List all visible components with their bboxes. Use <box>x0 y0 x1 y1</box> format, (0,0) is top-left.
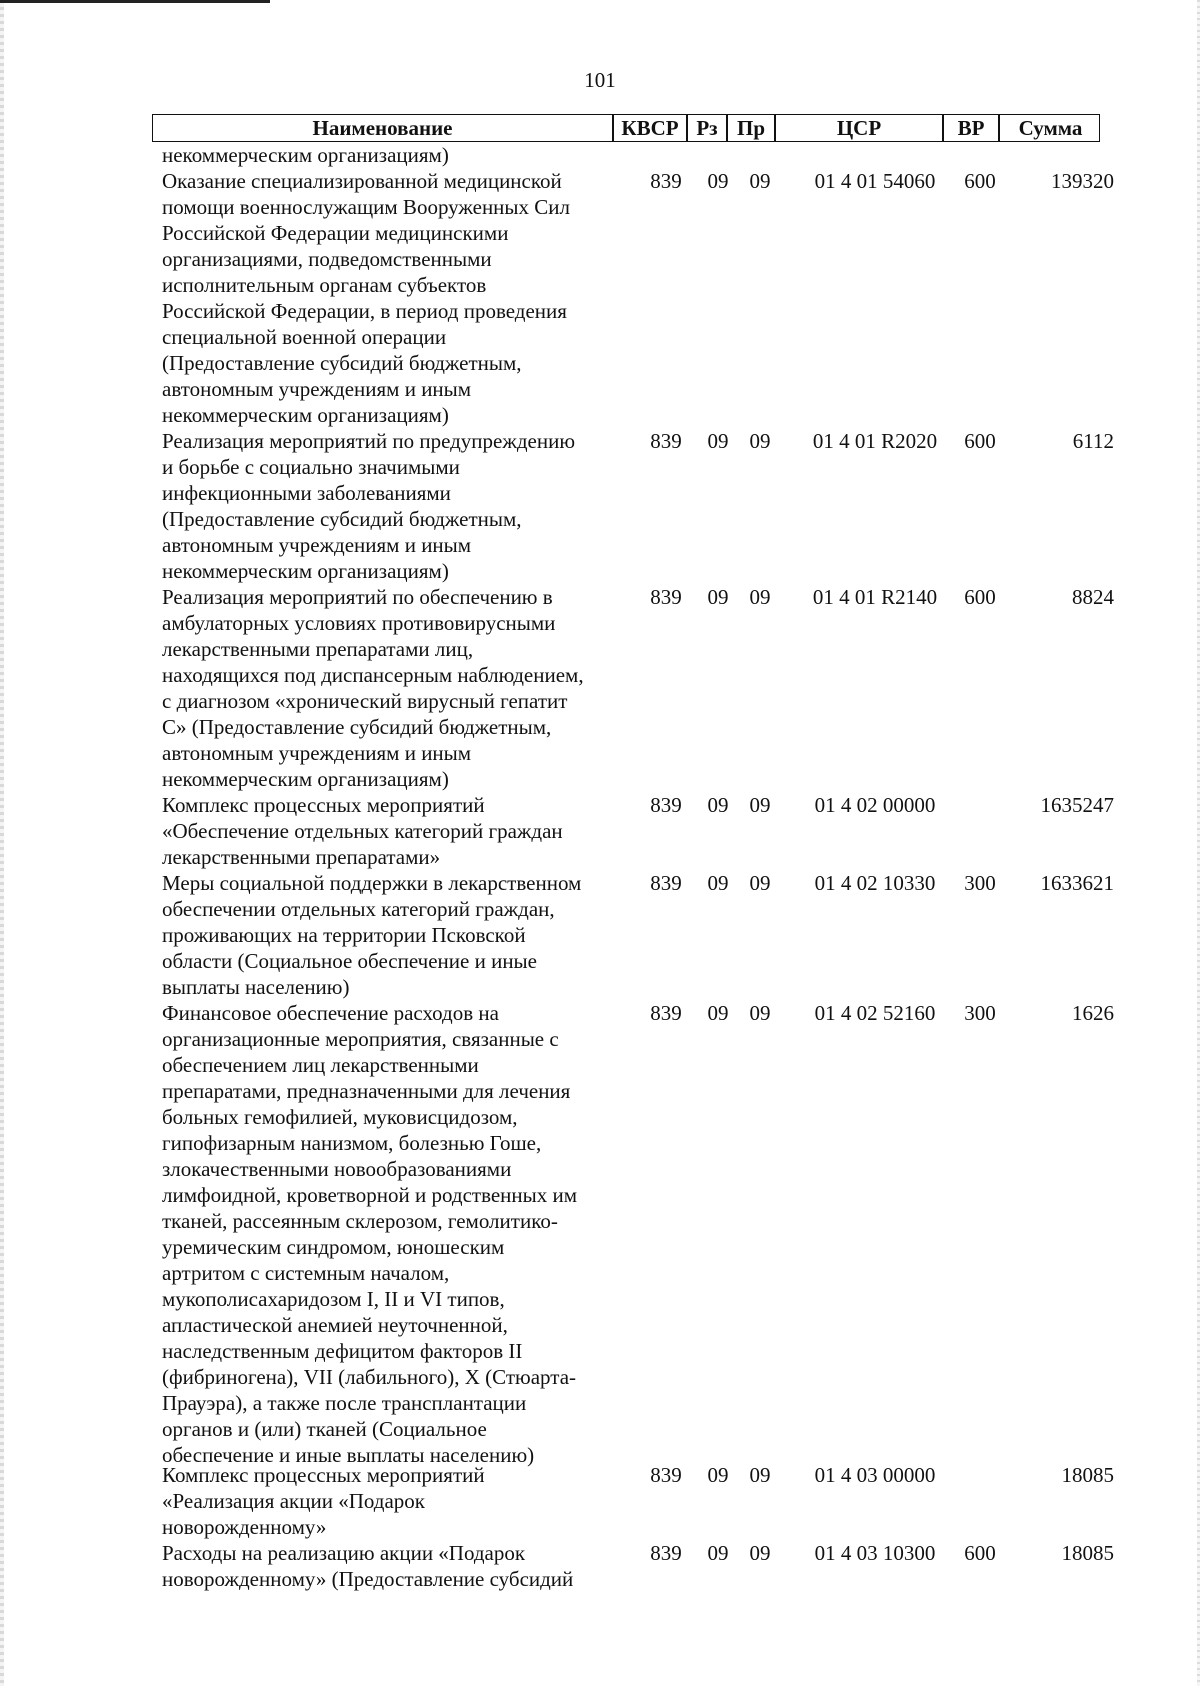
row-csr: 01 4 03 10300 <box>814 1541 936 1565</box>
row-rz: 09 <box>707 1001 729 1025</box>
row-name-line: исполнительным органам субъектов <box>162 273 487 297</box>
row-sum: 1633621 <box>1040 871 1114 895</box>
row-name-line: артритом с системным началом, <box>162 1261 450 1285</box>
row-pr: 09 <box>749 793 771 817</box>
header-kvsr: КВСР <box>621 116 679 140</box>
row-name <box>162 792 622 870</box>
row-name-line: гипофизарным нанизмом, болезнью Гоше, <box>162 1131 542 1155</box>
row-rz: 09 <box>707 169 729 193</box>
row-name-line: (Предоставление субсидий бюджетным, <box>162 351 522 375</box>
row-kvsr: 839 <box>650 585 682 609</box>
row-name-line: Расходы на реализацию акции «Подарок <box>162 1541 526 1565</box>
row-csr: 01 4 02 00000 <box>814 793 936 817</box>
row-kvsr: 839 <box>650 1463 682 1487</box>
row-name-line: лекарственными препаратами» <box>162 845 441 869</box>
row-name-line: специальной военной операции <box>162 325 447 349</box>
row-csr: 01 4 03 00000 <box>814 1463 936 1487</box>
row-name <box>162 168 622 428</box>
row-kvsr: 839 <box>650 871 682 895</box>
row-name <box>162 1000 622 1468</box>
row-name-line: Меры социальной поддержки в лекарственном <box>162 871 582 895</box>
row-csr: 01 4 01 54060 <box>814 169 936 193</box>
header-csr: ЦСР <box>836 116 882 140</box>
row-rz: 09 <box>707 871 729 895</box>
row-name-line: Комплекс процессных мероприятий <box>162 793 485 817</box>
row-name-line: обеспечением лиц лекарственными <box>162 1053 479 1077</box>
row-kvsr: 839 <box>650 1001 682 1025</box>
row-name-line: проживающих на территории Псковской <box>162 923 526 947</box>
row-rz: 09 <box>707 1541 729 1565</box>
row-name-line: инфекционными заболеваниями <box>162 481 451 505</box>
row-name-line: Российской Федерации медицинскими <box>162 221 509 245</box>
row-name-line: обеспечении отдельных категорий граждан, <box>162 897 555 921</box>
row-name-line: с диагнозом «хронический вирусный гепатит <box>162 689 568 713</box>
row-name-line: Российской Федерации, в период проведения <box>162 299 567 323</box>
row-pr: 09 <box>749 871 771 895</box>
row-name-line: С» (Предоставление субсидий бюджетным, <box>162 715 552 739</box>
row-name-line: новорожденному» (Предоставление субсидий <box>162 1567 574 1591</box>
row-kvsr: 839 <box>650 429 682 453</box>
row-sum: 1626 <box>1072 1001 1114 1025</box>
row-name-line: Финансовое обеспечение расходов на <box>162 1001 499 1025</box>
row-name-line: злокачественными новообразованиями <box>162 1157 512 1181</box>
row-name-line: организационные мероприятия, связанные с <box>162 1027 559 1051</box>
row-sum: 8824 <box>1072 585 1114 609</box>
row-name-line: находящихся под диспансерным наблюдением, <box>162 663 584 687</box>
row-name-line: (Предоставление субсидий бюджетным, <box>162 507 522 531</box>
row-name-line: «Обеспечение отдельных категорий граждан <box>162 819 563 843</box>
top-rule <box>0 0 270 3</box>
row-name <box>162 1462 622 1540</box>
header-pr: Пр <box>736 116 765 140</box>
row-sum: 18085 <box>1061 1541 1114 1565</box>
table-header <box>152 114 1100 142</box>
row-name <box>162 870 622 1000</box>
row-name-line: Прауэра), а также после трансплантации <box>162 1391 527 1415</box>
row-name-line: выплаты населению) <box>162 975 350 999</box>
row-name-line: автономным учреждениям и иным <box>162 741 472 765</box>
row-name-line: препаратами, предназначенными для лечения <box>162 1079 571 1103</box>
row-name <box>162 1540 622 1592</box>
row-pr: 09 <box>749 1463 771 1487</box>
row-name-line: организациями, подведомственными <box>162 247 492 271</box>
row-name-line: наследственным дефицитом факторов II <box>162 1339 523 1363</box>
continuation-text <box>162 142 622 168</box>
row-pr: 09 <box>749 429 771 453</box>
row-name-line: некоммерческим организациям) <box>162 559 449 583</box>
row-kvsr: 839 <box>650 169 682 193</box>
header-vr: ВР <box>957 116 985 140</box>
row-csr: 01 4 02 10330 <box>814 871 936 895</box>
row-name-line: уремическим синдромом, юношеским <box>162 1235 505 1259</box>
row-csr: 01 4 01 R2020 <box>812 429 938 453</box>
row-rz: 09 <box>707 585 729 609</box>
scan-edge-left <box>0 0 4 1686</box>
row-rz: 09 <box>707 793 729 817</box>
row-vr: 600 <box>964 1541 996 1565</box>
row-name <box>162 428 622 584</box>
row-rz: 09 <box>707 1463 729 1487</box>
row-name-line: области (Социальное обеспечение и иные <box>162 949 537 973</box>
header-sum: Сумма <box>1018 116 1083 140</box>
row-name-line: лимфоидной, кроветворной и родственных им <box>162 1183 578 1207</box>
row-vr: 600 <box>964 169 996 193</box>
row-name-line: «Реализация акции «Подарок <box>162 1489 425 1513</box>
row-rz: 09 <box>707 429 729 453</box>
row-pr: 09 <box>749 1541 771 1565</box>
continuation-line: некоммерческим организациям) <box>162 143 449 167</box>
row-name-line: Комплекс процессных мероприятий <box>162 1463 485 1487</box>
row-name-line: (фибриногена), VII (лабильного), X (Стюарта- <box>162 1365 577 1389</box>
row-sum: 139320 <box>1051 169 1114 193</box>
row-name-line: обеспечение и иные выплаты населению) <box>162 1443 535 1467</box>
row-name-line: мукополисахаридозом I, II и VI типов, <box>162 1287 505 1311</box>
row-name-line: больных гемофилией, муковисцидозом, <box>162 1105 518 1129</box>
row-pr: 09 <box>749 169 771 193</box>
row-name-line: Оказание специализированной медицинской <box>162 169 562 193</box>
row-name-line: автономным учреждениям и иным <box>162 377 472 401</box>
row-vr: 600 <box>964 429 996 453</box>
row-vr: 300 <box>964 1001 996 1025</box>
row-sum: 6112 <box>1072 429 1114 453</box>
page-number: 101 <box>584 68 616 92</box>
row-name-line: Реализация мероприятий по предупреждению <box>162 429 576 453</box>
row-pr: 09 <box>749 585 771 609</box>
row-vr: 300 <box>964 871 996 895</box>
row-name-line: автономным учреждениям и иным <box>162 533 472 557</box>
row-name-line: некоммерческим организациям) <box>162 767 449 791</box>
row-sum: 1635247 <box>1040 793 1114 817</box>
row-sum: 18085 <box>1061 1463 1114 1487</box>
row-name-line: амбулаторных условиях противовирусными <box>162 611 556 635</box>
row-name-line: органов и (или) тканей (Социальное <box>162 1417 487 1441</box>
row-name-line: лекарственными препаратами лиц, <box>162 637 474 661</box>
row-csr: 01 4 02 52160 <box>814 1001 936 1025</box>
row-name-line: Реализация мероприятий по обеспечению в <box>162 585 553 609</box>
row-kvsr: 839 <box>650 1541 682 1565</box>
row-name-line: новорожденному» <box>162 1515 327 1539</box>
row-name <box>162 584 622 792</box>
header-name: Наименование <box>312 116 453 140</box>
row-name-line: помощи военнослужащим Вооруженных Сил <box>162 195 571 219</box>
row-csr: 01 4 01 R2140 <box>812 585 938 609</box>
header-rz: Рз <box>696 116 718 140</box>
row-name-line: и борьбе с социально значимыми <box>162 455 460 479</box>
row-name-line: тканей, рассеянным склерозом, гемолитико- <box>162 1209 558 1233</box>
row-kvsr: 839 <box>650 793 682 817</box>
row-pr: 09 <box>749 1001 771 1025</box>
row-name-line: некоммерческим организациям) <box>162 403 449 427</box>
row-name-line: апластической анемией неуточненной, <box>162 1313 508 1337</box>
row-vr: 600 <box>964 585 996 609</box>
